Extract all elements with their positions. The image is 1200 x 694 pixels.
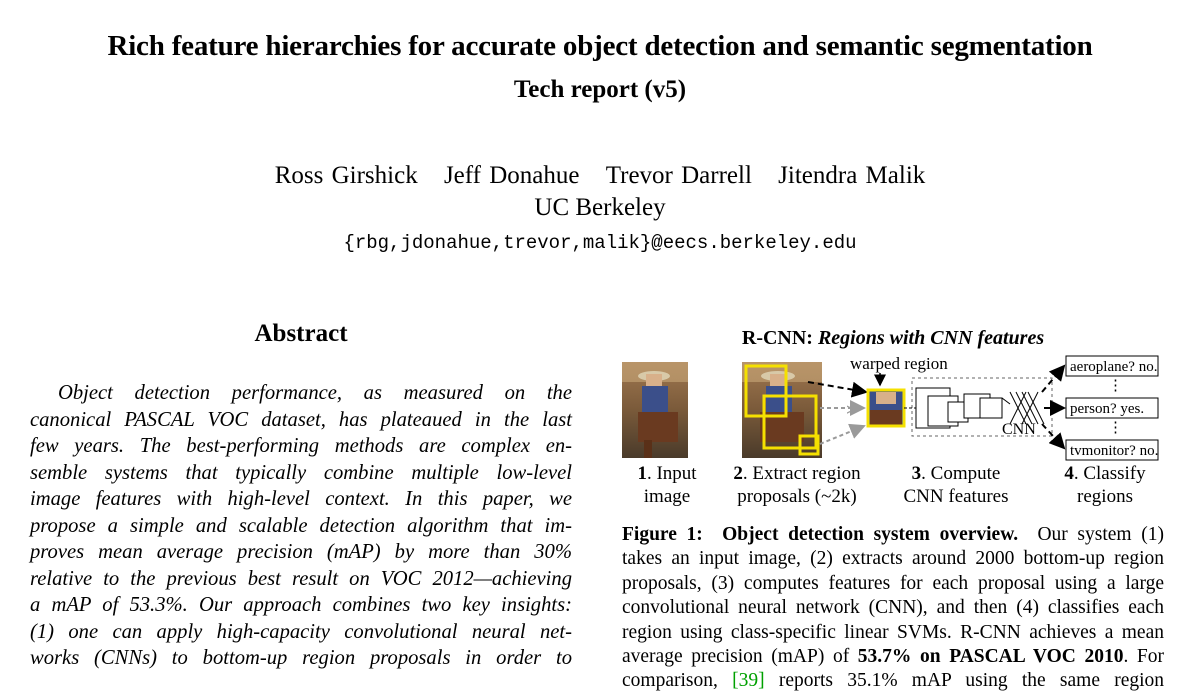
step-4-label: 4. Classify regions [1064, 463, 1146, 507]
step-1-label: 1. Input image [637, 463, 697, 507]
caption-line: takes an input image, (2) extracts around 2000 bottom-up region [622, 548, 1164, 570]
abstract-line: a mAP of 53.3%. Our approach combines two key insights: [30, 594, 572, 616]
caption-line: proposals, (3) computes features for each proposal using a large [622, 572, 1164, 594]
class-label: aeroplane? no. [1070, 359, 1158, 375]
caption-line: comparison, [39] reports 35.1% mAP using the same region [622, 670, 1165, 692]
author-list [0, 160, 1200, 192]
class-label: tvmonitor? no. [1070, 443, 1159, 459]
step-3-label: 3. Compute CNN features [903, 463, 1009, 507]
region-proposals-image [742, 362, 822, 458]
author-email: {rbg,jdonahue,trevor,malik}@eecs.berkeley.edu [343, 232, 857, 254]
paper-subtitle: Tech report (v5) [513, 76, 687, 103]
abstract-line: semble systems that typically combine multiple low-level [30, 461, 572, 484]
ellipsis-dots: ⋮ [1108, 420, 1123, 436]
caption-line: region using class-specific linear SVMs. R-CNN achieves a mean [622, 621, 1164, 643]
ellipsis-dots: ⋮ [1108, 378, 1123, 394]
figure-title [622, 325, 1164, 351]
figure-caption [622, 523, 1164, 694]
affiliation: UC Berkeley [534, 194, 666, 221]
abstract-line: relative to the previous best result on VOC 2012—achieving [30, 567, 572, 590]
paper-title: Rich feature hierarchies for accurate object detection and semantic segmentation [107, 30, 1093, 62]
class-box-aeroplane [1066, 356, 1158, 376]
caption-line: average precision (mAP) of 53.7% on PASCAL VOC 2010. For [622, 646, 1165, 668]
abstract-line: works (CNNs) to bottom-up region proposals in order to [30, 647, 572, 669]
class-box-person [1066, 398, 1158, 418]
abstract-line: Object detection performance, as measured on the [58, 382, 572, 404]
abstract-body [30, 380, 572, 672]
abstract-line: image features with high-level context. In this paper, we [30, 488, 572, 510]
citation-link[interactable]: [39] [732, 670, 765, 692]
caption-line: convolutional neural network (CNN), and then (4) classifies each [622, 597, 1164, 619]
cnn-label: CNN [1002, 421, 1036, 438]
input-image [622, 362, 688, 458]
warped-region [868, 390, 904, 426]
abstract-line: few years. The best-performing methods are complex en- [30, 435, 572, 457]
caption-line: Figure 1: Object detection system overview. Our system (1) [622, 524, 1164, 545]
author-name: Jeff Donahue [443, 162, 580, 189]
figure-title-bold: R-CNN: [741, 327, 813, 349]
warped-region-label: warped region [850, 354, 948, 373]
abstract-line: proves mean average precision (mAP) by more than 30% [30, 541, 572, 563]
step-2-label: 2. Extract region proposals (~2k) [733, 463, 861, 507]
author-name: Jitendra Malik [778, 162, 926, 189]
abstract-line: propose a simple and scalable detection algorithm that im- [30, 514, 572, 537]
rcnn-pipeline-diagram [618, 352, 1168, 462]
author-name: Ross Girshick [274, 162, 418, 189]
svg-text:≫: ≫ [846, 403, 861, 418]
abstract-line: canonical PASCAL VOC dataset, has plateaued in the last [30, 408, 572, 431]
abstract-heading: Abstract [254, 320, 348, 347]
class-box-tvmonitor [1066, 440, 1158, 460]
abstract-line: (1) one can apply high-capacity convolutional neural net- [30, 620, 572, 643]
class-label: person? yes. [1070, 401, 1145, 417]
author-name: Trevor Darrell [605, 162, 752, 189]
figure-title-italic: Regions with CNN features [817, 327, 1045, 349]
